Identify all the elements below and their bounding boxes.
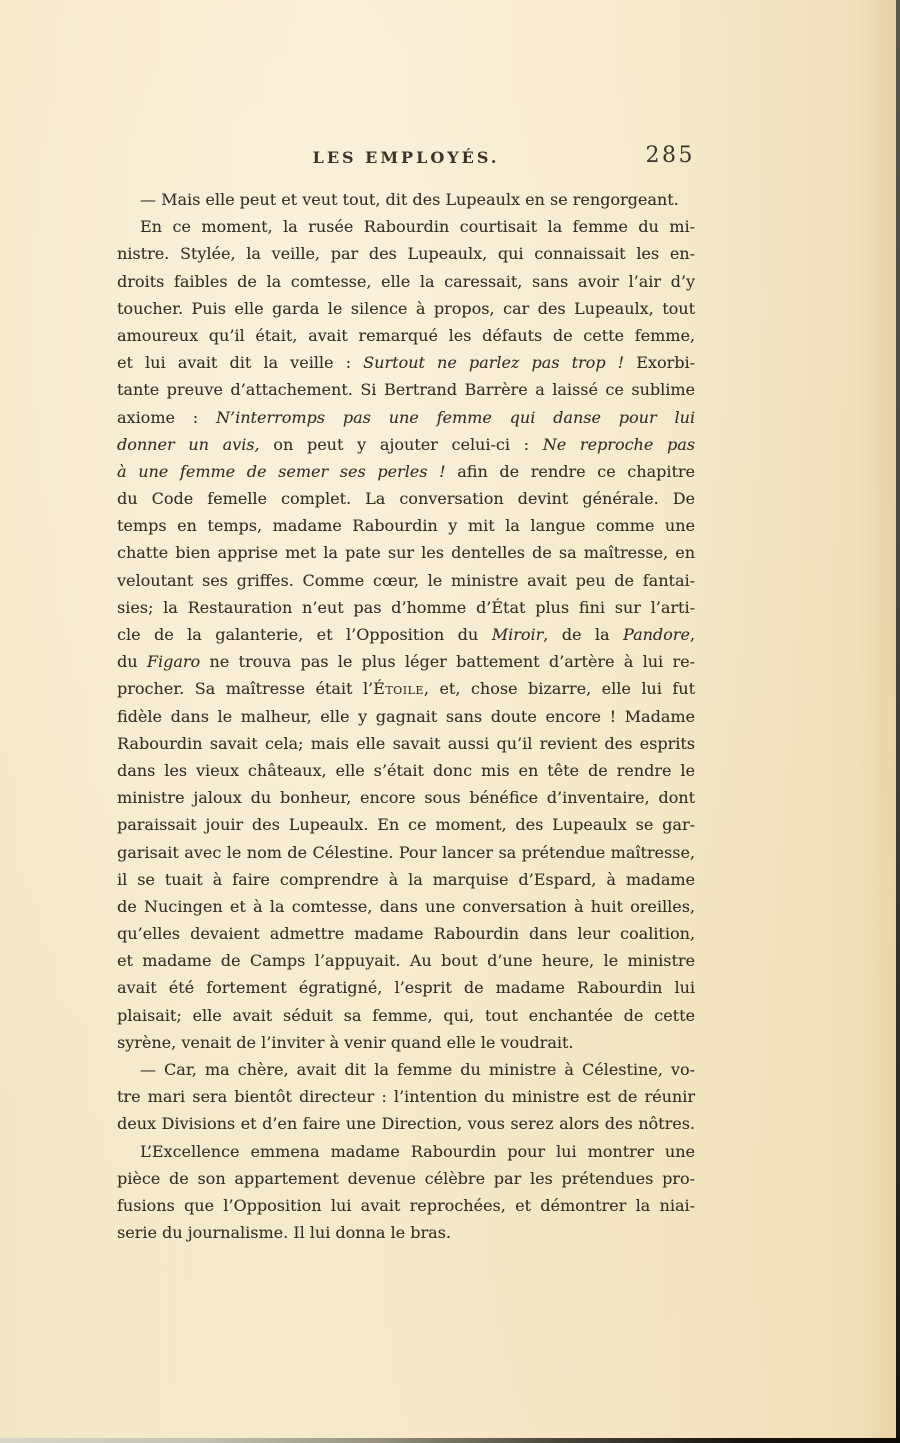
text-line: cle de la galanterie, et l’Opposition du Miroir, de la Pandore, bbox=[117, 625, 696, 644]
text-line: veloutant ses griffes. Comme cœur, le ministre avait peu de fantai- bbox=[117, 570, 695, 590]
text-line: En ce moment, la rusée Rabourdin courtisait la femme du mi- bbox=[140, 217, 695, 237]
text-line: donner un avis, on peut y ajouter celui-ci : Ne reproche pas bbox=[117, 434, 696, 454]
scan-edge-bottom bbox=[0, 1438, 900, 1443]
text-line: sies; la Restauration n’eut pas d’homme d’État plus fini sur l’arti- bbox=[117, 597, 695, 617]
text-line: axiome : N’interromps pas une femme qui danse pour lui bbox=[117, 407, 696, 427]
text-line: temps en temps, madame Rabourdin y mit la langue comme une bbox=[117, 516, 695, 536]
text-line: garisait avec le nom de Célestine. Pour lancer sa prétendue maîtresse, bbox=[117, 842, 695, 862]
text-line: et madame de Camps l’appuyait. Au bout d’une heure, le ministre bbox=[117, 951, 695, 971]
text-line: plaisait; elle avait séduit sa femme, qui, tout enchantée de cette bbox=[117, 1005, 695, 1025]
text-line: de Nucingen et à la comtesse, dans une conversation à huit oreilles, bbox=[117, 896, 695, 916]
text-line: amoureux qu’il était, avait remarqué les défauts de cette femme, bbox=[117, 325, 695, 345]
text-line: L’Excellence emmena madame Rabourdin pour lui montrer une bbox=[140, 1141, 695, 1161]
text-line: nistre. Stylée, la veille, par des Lupeaulx, qui connaissait les en- bbox=[117, 244, 695, 264]
text-line: droits faibles de la comtesse, elle la caressait, sans avoir l’air d’y bbox=[117, 271, 695, 291]
text-line: tante preuve d’attachement. Si Bertrand Barrère a laissé ce sublime bbox=[117, 380, 695, 400]
text-line: qu’elles devaient admettre madame Rabourdin dans leur coalition, bbox=[117, 924, 695, 944]
text-line: dans les vieux châteaux, elle s’était donc mis en tête de rendre le bbox=[117, 760, 695, 780]
text-line: tre mari sera bientôt directeur : l’intention du ministre est de réunir bbox=[117, 1087, 695, 1107]
text-line: et lui avait dit la veille : Surtout ne parlez pas trop ! Exorbi- bbox=[117, 353, 696, 373]
text-line: à une femme de semer ses perles ! afin de rendre ce chapitre bbox=[117, 461, 696, 481]
text-line: du Code femelle complet. La conversation devint générale. De bbox=[117, 489, 695, 509]
running-title: LES EMPLOYÉS. bbox=[312, 148, 500, 167]
text-line: serie du journalisme. Il lui donna le bras. bbox=[117, 1223, 451, 1243]
text-line: fusions que l’Opposition lui avait reprochées, et démontrer la niai- bbox=[117, 1195, 695, 1215]
text-line: ministre jaloux du bonheur, encore sous bénéfice d’inventaire, dont bbox=[117, 788, 695, 808]
text-line: fidèle dans le malheur, elle y gagnait sans doute encore ! Madame bbox=[117, 706, 695, 726]
running-header bbox=[117, 143, 695, 172]
text-line: Rabourdin savait cela; mais elle savait aussi qu’il revient des esprits bbox=[117, 733, 695, 753]
text-line: syrène, venait de l’inviter à venir quand elle le voudrait. bbox=[117, 1032, 574, 1052]
scan-edge-right bbox=[896, 0, 900, 1443]
text-line: — Car, ma chère, avait dit la femme du ministre à Célestine, vo- bbox=[140, 1060, 695, 1079]
text-line: — Mais elle peut et veut tout, dit des Lupeaulx en se rengorgeant. bbox=[140, 190, 679, 209]
text-line: avait été fortement égratigné, l’esprit de madame Rabourdin lui bbox=[117, 978, 695, 998]
text-line: deux Divisions et d’en faire une Direction, vous serez alors des nôtres. bbox=[117, 1114, 695, 1134]
text-block bbox=[117, 186, 695, 1246]
text-line: toucher. Puis elle garda le silence à propos, car des Lupeaulx, tout bbox=[117, 298, 695, 318]
page-number: 285 bbox=[645, 143, 695, 168]
text-line: chatte bien apprise met la pate sur les dentelles de sa maîtresse, en bbox=[117, 543, 695, 563]
text-line: du Figaro ne trouva pas le plus léger battement d’artère à lui re- bbox=[117, 652, 696, 672]
text-line: paraissait jouir des Lupeaulx. En ce moment, des Lupeaulx se gar- bbox=[117, 815, 695, 835]
text-line: procher. Sa maîtresse était l’Étoile, et, chose bizarre, elle lui fut bbox=[117, 679, 696, 699]
text-line: il se tuait à faire comprendre à la marquise d’Espard, à madame bbox=[117, 869, 695, 889]
text-line: pièce de son appartement devenue célèbre par les prétendues pro- bbox=[117, 1168, 695, 1188]
